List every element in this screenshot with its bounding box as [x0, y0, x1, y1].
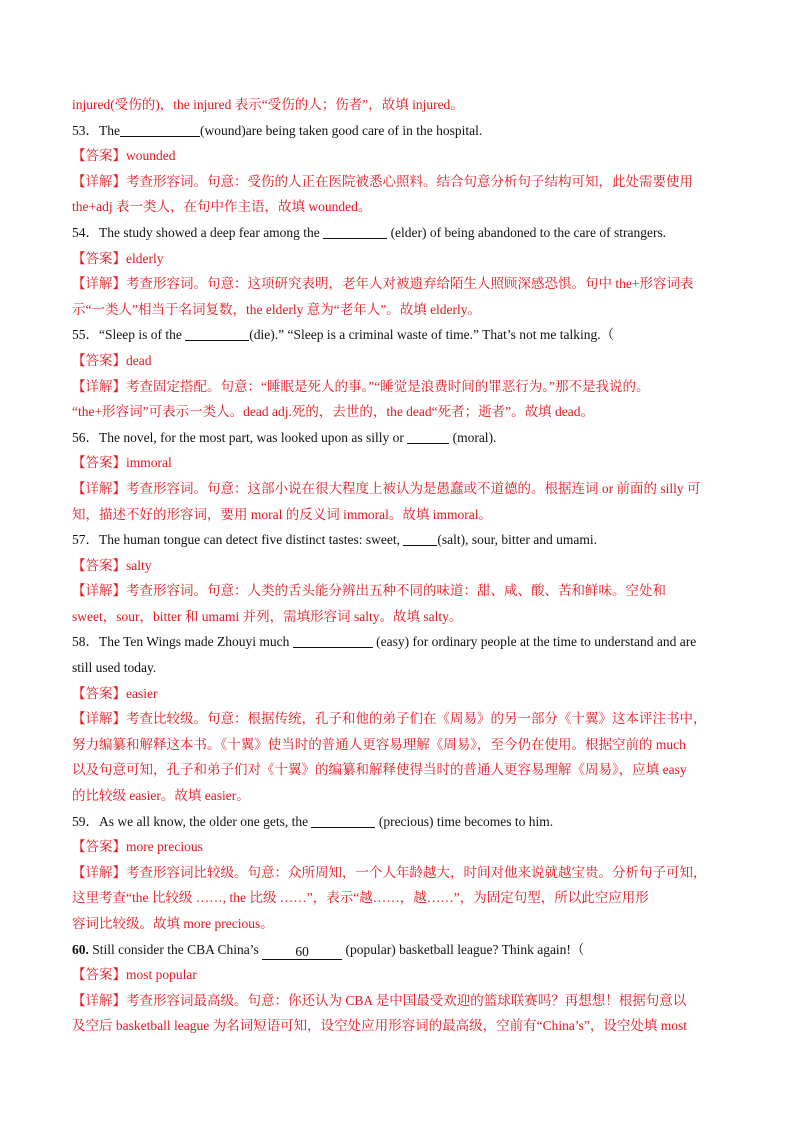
explanation-line: 【详解】考查形容词最高级。句意：你还认为 CBA 是中国最受欢迎的篮球联赛吗？再想想！根据句意以 [72, 992, 687, 1008]
question-57 [72, 527, 730, 553]
answer-blank [403, 531, 437, 546]
question-text: (elder) of being abandoned to the care of strangers. [390, 224, 667, 240]
document-page [72, 92, 730, 1039]
explanation-line: 努力编纂和解释这本书。《十翼》使当时的普通人更容易理解《周易》，至今仍在使用。根据空前的 much [72, 736, 686, 752]
question-text: 54．The study showed a deep fear among the [72, 224, 320, 240]
question-60 [72, 937, 730, 963]
answer-58: 【答案】easier [72, 685, 158, 701]
explanation-line: 的比较级 easier。故填 easier。 [72, 788, 250, 804]
explanation-line: 以及句意可知，孔子和弟子们对《十翼》的编纂和解释使得当时的普通人更容易理解《周易》，应填 easy [72, 762, 687, 778]
question-text: (wound)are being taken good care of in the hospital. [200, 122, 483, 138]
answer-blank [323, 224, 387, 239]
explanation-line: “the+形容词”可表示一类人。dead adj.死的，去世的，the dead“死者；逝者”。故填 dead。 [72, 404, 595, 420]
question-text: (salt), sour, bitter and umami. [437, 532, 597, 548]
explanation-line: 知，描述不好的形容词，要用 moral 的反义词 immoral。故填 immoral。 [72, 506, 492, 522]
explanation-line: injured(受伤的)，the injured 表示“受伤的人；伤者”，故填 injured。 [72, 97, 464, 112]
question-text: (precious) time becomes to him. [378, 813, 554, 829]
answer-blank [185, 326, 249, 341]
question-text: 56．The novel, for the most part, was looked upon as silly or [72, 429, 404, 445]
answer-56: 【答案】immoral [72, 455, 172, 471]
question-text: (die).” “Sleep is a criminal waste of time.” That’s not me talking.（ [249, 327, 615, 343]
question-text: 55．“Sleep is of the [72, 327, 182, 343]
question-number: 60. [72, 941, 89, 957]
answer-60: 【答案】most popular [72, 967, 197, 983]
explanation-line: 【详解】考查形容词。句意：人类的舌头能分辨出五种不同的味道：甜、咸、酸、苦和鲜味。空处和 [72, 583, 666, 599]
question-53 [72, 118, 730, 144]
explanation-line: 这里考查“the 比较级 ……, the 比级 ……”，表示“越……，越……”，为固定句型，所以此空应用形 [72, 890, 649, 906]
explanation-line: sweet，sour，bitter 和 umami 并列，需填形容词 salty。故填 salty。 [72, 608, 463, 624]
answer-53: 【答案】wounded [72, 148, 176, 164]
explanation-line: the+adj 表一类人，在句中作主语，故填 wounded。 [72, 199, 372, 215]
explanation-line: 【详解】考查形容词比较级。句意：众所周知，一个人年龄越大，时间对他来说就越宝贵。分析句子可知， [72, 864, 707, 880]
answer-55: 【答案】dead [72, 352, 152, 368]
explanation-line: 【详解】考查形容词。句意：受伤的人正在医院被悉心照料。结合句意分析句子结构可知，此处需要使用 [72, 173, 693, 189]
answer-blank [311, 813, 375, 828]
question-text: (moral). [452, 429, 497, 445]
answer-54: 【答案】elderly [72, 250, 164, 266]
answer-blank [120, 122, 200, 137]
question-text: Still consider the CBA China’s [88, 941, 259, 957]
explanation-line: 示“一类人”相当于名词复数，the elderly 意为“老年人”。故填 elderly。 [72, 301, 482, 317]
question-56 [72, 425, 730, 451]
question-55 [72, 322, 730, 348]
explanation-line: 【详解】考查固定搭配。句意：“睡眠是死人的事。”“睡觉是浪费时间的罪恶行为。”那不是我说的。 [72, 378, 650, 394]
explanation-line: 容词比较级。故填 more precious。 [72, 916, 274, 931]
question-58-continued: still used today. [72, 660, 157, 676]
question-text: 53．The [72, 122, 120, 138]
explanation-line: 【详解】考查比较级。句意：根据传统，孔子和他的弟子们在《周易》的另一部分《十翼》这本评注书中， [72, 711, 707, 727]
question-54 [72, 220, 730, 246]
answer-blank [407, 429, 449, 444]
answer-57: 【答案】salty [72, 557, 152, 573]
question-text: (popular) basketball league? Think again!（ [345, 941, 585, 957]
question-text: 57．The human tongue can detect five distinct tastes: sweet, [72, 532, 401, 548]
answer-blank: 60 [262, 945, 342, 960]
answer-59: 【答案】more precious [72, 839, 203, 855]
answer-blank [293, 633, 373, 648]
question-59 [72, 809, 730, 835]
question-text: 59．As we all know, the older one gets, the [72, 813, 309, 829]
question-text: (easy) for ordinary people at the time to understand and are [376, 634, 697, 650]
question-58 [72, 629, 730, 655]
explanation-line: 及空后 basketball league 为名词短语可知，设空处应用形容词的最高级，空前有“China’s”，设空处填 most [72, 1018, 687, 1034]
explanation-line: 【详解】考查形容词。句意：这项研究表明，老年人对被遗弃给陌生人照顾深感恐惧。句中 the+形容词表 [72, 276, 694, 292]
question-text: 58．The Ten Wings made Zhouyi much [72, 634, 290, 650]
explanation-line: 【详解】考查形容词。句意：这部小说在很大程度上被认为是愚蠢或不道德的。根据连词 or 前面的 silly 可 [72, 480, 701, 496]
